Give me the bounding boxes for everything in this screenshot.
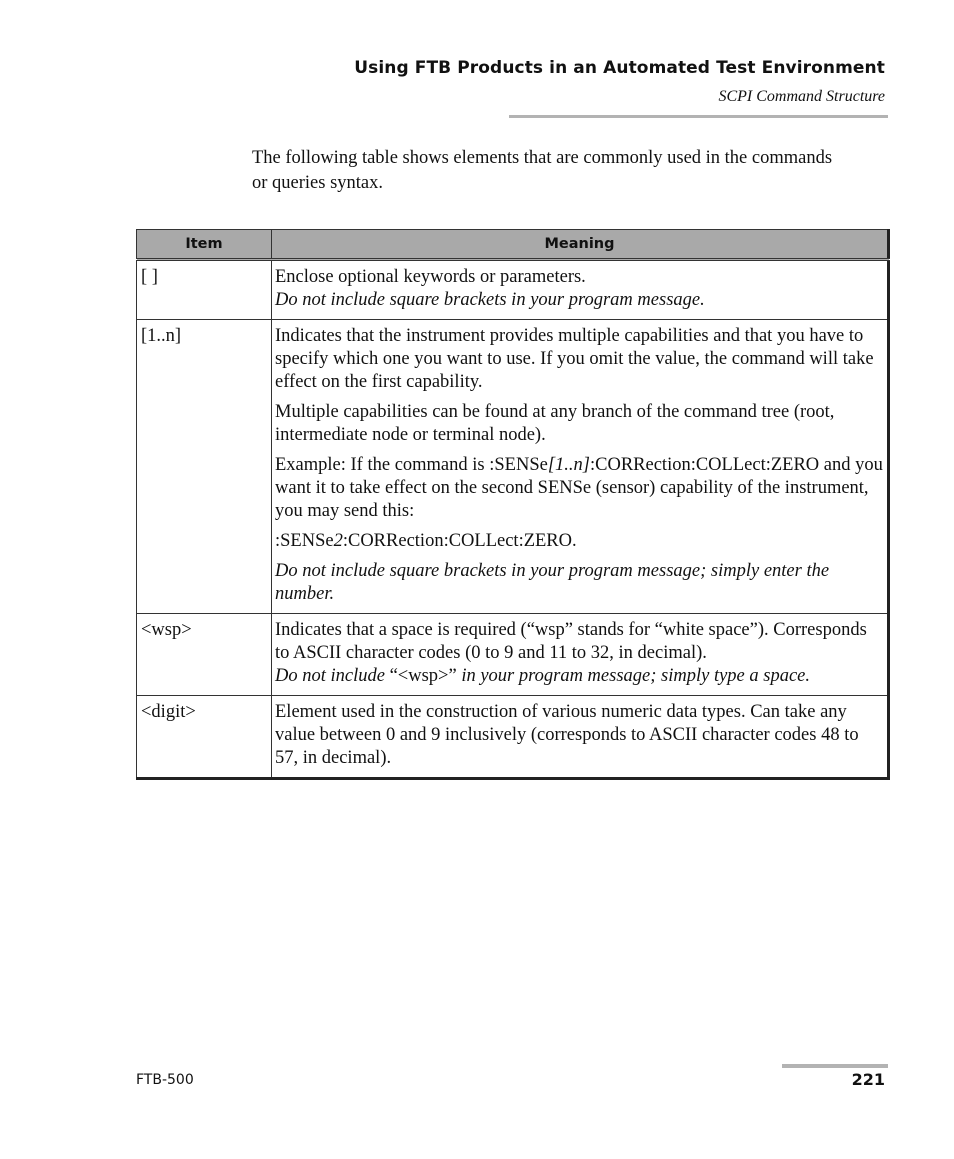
table-row xyxy=(137,320,889,614)
item-cell: <digit> xyxy=(137,696,272,779)
item-cell: [1..n] xyxy=(137,320,272,614)
meaning-cell xyxy=(272,614,889,696)
meaning-command xyxy=(275,530,884,553)
running-header-subtitle: SCPI Command Structure xyxy=(718,88,885,105)
example-text: :CORRection:COLLect:ZERO and you want it to take effect on the second SENSe (sensor) capability of the instrument, you may send this: xyxy=(275,455,883,521)
note-text: Do not include xyxy=(275,666,390,686)
meaning-text: Enclose optional keywords or parameters. xyxy=(275,267,586,287)
meaning-note: Do not include square brackets in your program message; simply enter the number. xyxy=(275,561,830,604)
column-header-meaning: Meaning xyxy=(272,230,889,260)
meaning-example xyxy=(275,454,884,523)
table-row xyxy=(137,614,889,696)
syntax-elements-table xyxy=(136,229,890,780)
footer-rule xyxy=(782,1064,888,1068)
intro-paragraph: The following table shows elements that are commonly used in the commands or queries syntax. xyxy=(252,148,833,193)
header-rule xyxy=(509,115,888,118)
meaning-cell xyxy=(272,320,889,614)
meaning-text: Indicates that a space is required (“wsp” stands for “white space”). Corresponds to ASCII character codes (0 to 9 and 11 to 32, in decimal). xyxy=(275,620,867,663)
table-header-row xyxy=(137,230,889,260)
column-header-item: Item xyxy=(137,230,272,260)
note-text: in your program message; simply type a space. xyxy=(456,666,811,686)
meaning-text: Multiple capabilities can be found at any branch of the command tree (root, intermediate node or terminal node). xyxy=(275,402,835,445)
running-header-title: Using FTB Products in an Automated Test Environment xyxy=(354,58,885,78)
meaning-text: Indicates that the instrument provides multiple capabilities and that you have to specify which one you want to use. If you omit the value, the command will take effect on the first capability. xyxy=(275,326,874,392)
table-row xyxy=(137,260,889,320)
meaning-cell xyxy=(272,260,889,320)
meaning-note: Do not include square brackets in your program message. xyxy=(275,290,705,310)
note-token: “<wsp>” xyxy=(389,666,457,686)
example-range: [1..n] xyxy=(547,455,590,475)
command-text: :SENSe xyxy=(275,531,334,551)
page-number: 221 xyxy=(851,1070,885,1089)
command-index: 2 xyxy=(333,531,343,551)
meaning-note xyxy=(275,665,884,688)
command-text: :CORRection:COLLect:ZERO. xyxy=(342,531,577,551)
meaning-text: Element used in the construction of various numeric data types. Can take any value between 0 and 9 inclusively (corresponds to ASCII character codes 48 to 57, in decimal). xyxy=(275,702,859,768)
table-row xyxy=(137,696,889,779)
item-cell: <wsp> xyxy=(137,614,272,696)
meaning-cell xyxy=(272,696,889,779)
example-text: Example: If the command is :SENSe xyxy=(275,455,548,475)
item-cell: [ ] xyxy=(137,260,272,320)
footer-product-name: FTB-500 xyxy=(136,1072,194,1088)
